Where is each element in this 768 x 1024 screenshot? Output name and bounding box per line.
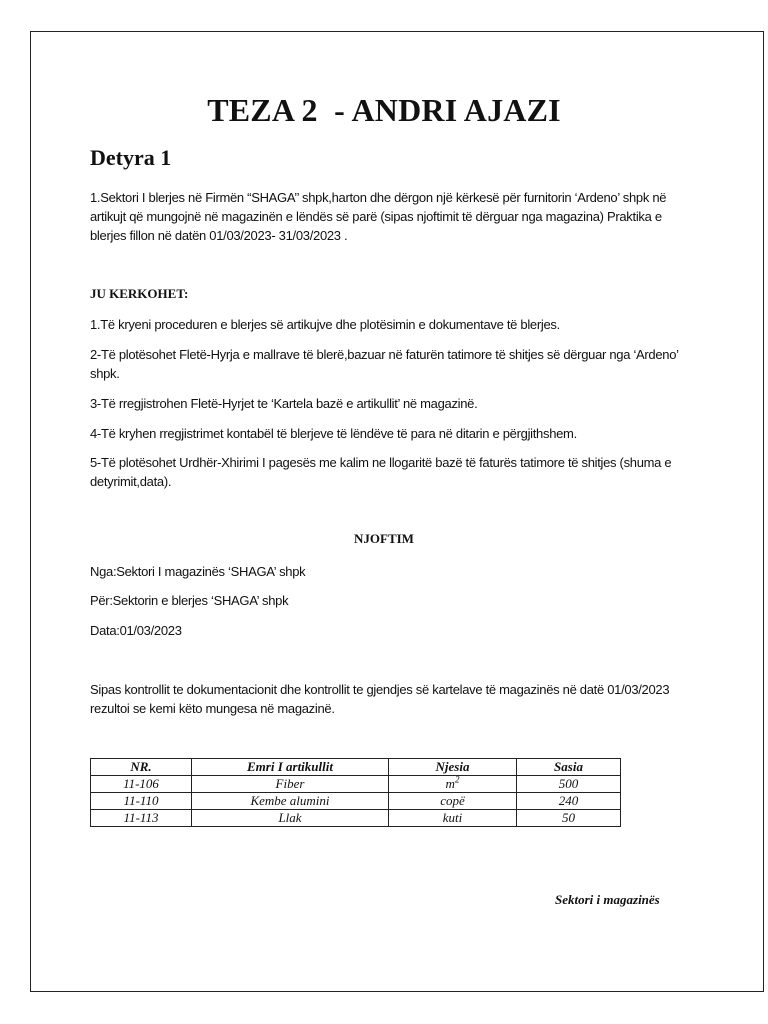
- table-cell: Kembe alumini: [192, 793, 389, 810]
- notice-from: Nga:Sektori I magazinës ‘SHAGA’ shpk: [90, 564, 306, 579]
- table-header-row: [91, 759, 621, 776]
- table-cell: 500: [517, 776, 621, 793]
- column-header: Njesia: [389, 759, 517, 776]
- column-header: Emri I artikullit: [192, 759, 389, 776]
- table-cell: copë: [389, 793, 517, 810]
- notice-body: Sipas kontrollit te dokumentacionit dhe kontrollit te gjendjes së kartelave të magazinës në datë 01/03/2023 rezultoi se kemi këto mungesa në magazinë.: [90, 682, 670, 716]
- table-cell: kuti: [389, 810, 517, 827]
- document-title: TEZA 2 - ANDRI AJAZI: [207, 92, 561, 128]
- intro-paragraph: 1.Sektori I blerjes në Firmën “SHAGA’’ shpk,harton dhe dërgon një kërkesë për furnitorin ‘Ardeno’ shpk në artikujt që mungojnë në magazinën e lëndës së parë (sipas njoftimit të dërguar nga magazina) Praktika e blerjes fillon në datën 01/03/2023- 31/03/2023 .: [90, 190, 667, 243]
- table-cell: 50: [517, 810, 621, 827]
- table-cell: 11-106: [91, 776, 192, 793]
- table-row: [91, 776, 621, 793]
- task-heading: Detyra 1: [90, 145, 172, 170]
- table-row: [91, 793, 621, 810]
- requirements-heading: JU KERKOHET:: [90, 286, 189, 301]
- requirement-item: 4-Të kryhen rregjistrimet kontabël të blerjeve të lëndëve të para në ditarin e përgjithshem.: [90, 426, 577, 441]
- requirement-item: 3-Të rregjistrohen Fletë-Hyrjet te ‘Kartela bazë e artikullit’ në magazinë.: [90, 396, 478, 411]
- column-header: Sasia: [517, 759, 621, 776]
- table-cell: 11-113: [91, 810, 192, 827]
- requirement-item: 5-Të plotësohet Urdhër-Xhirimi I pagesës me kalim ne llogaritë bazë të faturës tatimore të shitjes (shuma e detyrimit,data).: [90, 455, 672, 489]
- signature: Sektori i magazinës: [555, 892, 660, 907]
- table-cell: Fiber: [192, 776, 389, 793]
- column-header: NR.: [91, 759, 192, 776]
- superscript-two: 2: [454, 774, 460, 785]
- table-cell: $m^2$: [389, 776, 517, 793]
- notice-heading: NJOFTIM: [354, 531, 414, 546]
- notice-date: Data:01/03/2023: [90, 623, 182, 638]
- requirement-item: 2-Të plotësohet Fletë-Hyrja e mallrave të blerë,bazuar në faturën tatimore të shitjes së dërguar nga ‘Ardeno’ shpk.: [90, 347, 679, 381]
- table-cell: 11-110: [91, 793, 192, 810]
- page-border: [30, 31, 764, 992]
- table-row: [91, 810, 621, 827]
- table-cell: 240: [517, 793, 621, 810]
- notice-to: Për:Sektorin e blerjes ‘SHAGA’ shpk: [90, 593, 289, 608]
- requirement-item: 1.Të kryeni proceduren e blerjes së artikujve dhe plotësimin e dokumentave të blerjes.: [90, 317, 560, 332]
- shortage-table: [90, 758, 621, 827]
- table-cell: Llak: [192, 810, 389, 827]
